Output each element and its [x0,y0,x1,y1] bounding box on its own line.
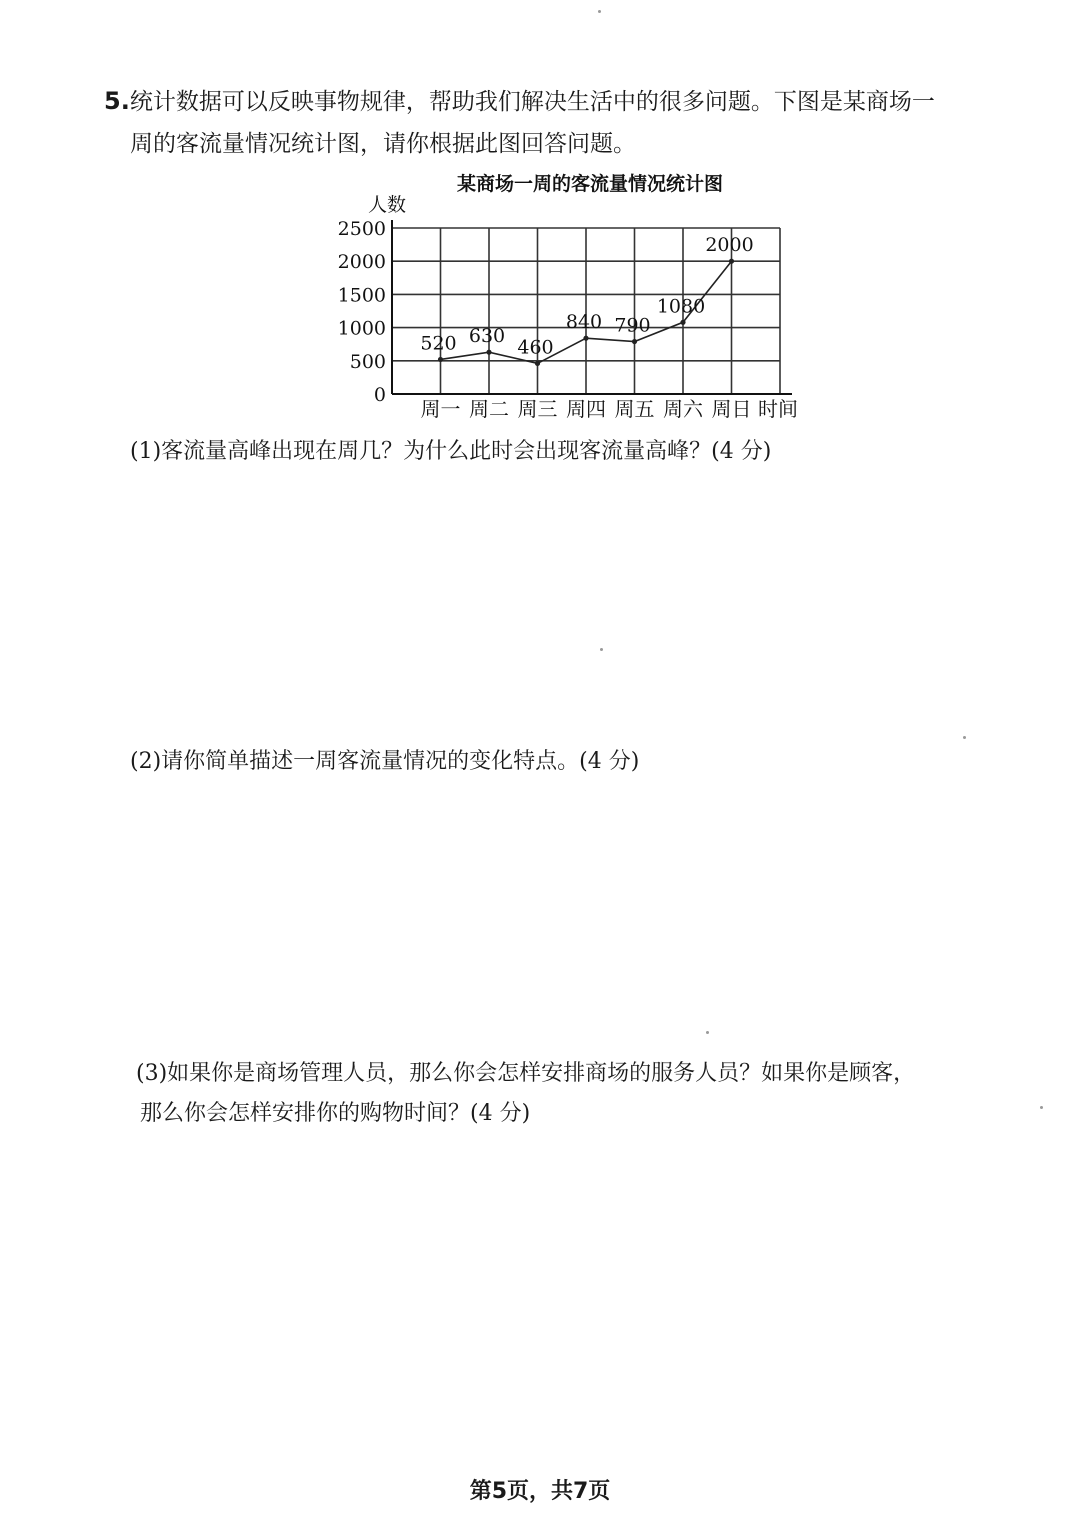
data-label: 630 [468,325,506,348]
scan-speck [963,736,966,739]
x-tick-label: 周日 [711,397,752,421]
problem-statement [104,80,1044,165]
x-tick-label: 周三 [517,397,558,421]
data-label: 840 [565,311,603,334]
data-label: 460 [517,336,554,359]
chart-svg [330,168,830,430]
data-point [438,357,443,362]
y-tick-label: 2000 [337,251,386,274]
chart-y-ticks [338,218,386,406]
page-footer: 第5页，共7页 [469,1479,611,1504]
y-tick-label: 500 [349,350,386,373]
x-tick-label: 周六 [663,397,703,421]
problem-line-1 [104,80,1044,123]
problem-number: 5. [104,87,130,115]
scan-speck [1040,1106,1043,1109]
scan-speck [598,10,601,13]
chart-x-axis-label: 时间 [758,397,798,421]
chart-x-ticks [421,397,752,421]
question-3-line-1: (3)如果你是商场管理人员，那么你会怎样安排商场的服务人员？如果你是顾客， [136,1061,916,1086]
question-1: (1)客流量高峰出现在周几？为什么此时会出现客流量高峰？(4 分) [130,439,772,464]
x-tick-label: 周五 [614,397,655,421]
chart-title: 某商场一周的客流量情况统计图 [456,173,724,195]
data-point [486,350,491,355]
x-tick-label: 周二 [469,397,509,421]
data-label: 790 [614,314,651,337]
question-3-line-2: 那么你会怎样安排你的购物时间？(4 分) [140,1101,531,1126]
data-label: 1080 [656,295,706,318]
y-tick-label: 1000 [337,317,386,340]
data-point [680,320,685,325]
problem-text-2: 周的客流量情况统计图，请你根据此图回答问题。 [130,131,636,157]
line-chart [330,168,830,430]
data-label: 2000 [705,234,754,257]
scan-speck [600,648,603,651]
data-point [632,339,637,344]
chart-y-axis-label: 人数 [368,194,407,216]
data-point [729,259,734,264]
y-tick-label: 1500 [337,284,386,307]
scan-speck [706,1031,709,1034]
data-label: 520 [420,332,457,355]
problem-text-1: 统计数据可以反映事物规律，帮助我们解决生活中的很多问题。下图是某商场一 [129,89,935,115]
x-tick-label: 周四 [566,397,606,421]
question-3 [136,1054,1056,1134]
y-tick-label: 2500 [337,218,386,240]
data-point [535,361,540,366]
y-tick-label: 0 [373,384,386,406]
data-point [583,336,588,341]
question-2: (2)请你简单描述一周客流量情况的变化特点。(4 分) [130,749,640,774]
x-tick-label: 周一 [420,397,461,421]
